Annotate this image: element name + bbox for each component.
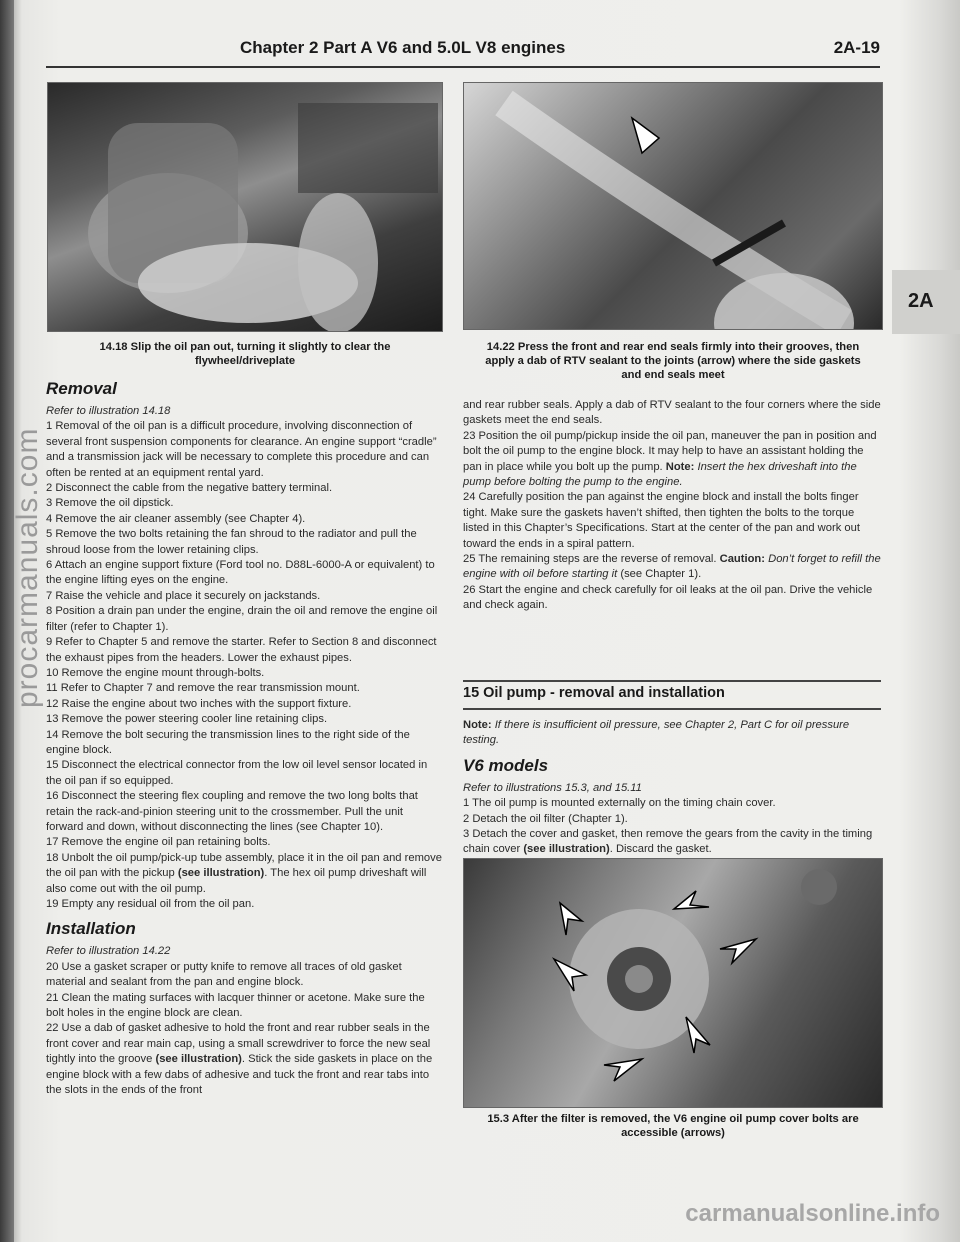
- removal-step-9: 9 Refer to Chapter 5 and remove the starter. Refer to Section 8 and disconnect the exhaust pipes from the headers. Lower the exhaust pipes.: [46, 636, 437, 664]
- left-column: [46, 372, 442, 1098]
- removal-step-14: 14 Remove the bolt securing the transmission lines to the right side of the engine block.: [46, 728, 410, 756]
- removal-step-12: 12 Raise the engine about two inches with the support fixture.: [46, 697, 352, 710]
- removal-step-16: 16 Disconnect the steering flex coupling and remove the two long bolts that retain the rack-and-pinion steering unit to the crossmember. Pull the unit forward and down, without disconnecting the lines (see Chapter 10).: [46, 790, 418, 833]
- section-15-heading: 15 Oil pump - removal and installation: [463, 685, 725, 701]
- photo-oil-pump-cover: [463, 858, 883, 1108]
- removal-step-3: 3 Remove the oil dipstick.: [46, 497, 174, 510]
- removal-step-19: 19 Empty any residual oil from the oil pan.: [46, 898, 255, 910]
- install-step-24: 24 Carefully position the pan against the engine block and install the bolts finger tight. Make sure the gaskets haven’t shifted, then tighten the bolts to the torque listed in this Chapter’s Specifications. Start at the center of the pan and work out toward the ends in a spiral pattern.: [463, 491, 860, 550]
- oil-pressure-note: Note: If there is insufficient oil pressure, see Chapter 2, Part C for oil pressure testing.: [463, 719, 850, 747]
- section-rule-top: [463, 680, 881, 682]
- page-number: 2A-19: [833, 38, 880, 57]
- section-15-body: [463, 718, 881, 858]
- removal-step-17: 17 Remove the engine oil pan retaining bolts.: [46, 836, 271, 849]
- photo-1418-caption: 14.18 Slip the oil pan out, turning it slightly to clear the flywheel/driveplate: [99, 341, 391, 367]
- installation-heading: Installation: [46, 919, 136, 939]
- removal-step-5: 5 Remove the two bolts retaining the fan shroud to the radiator and pull the shroud loose from the lower retaining clips.: [46, 528, 417, 556]
- arrow-icon: [632, 118, 659, 153]
- removal-step-10: 10 Remove the engine mount through-bolts.: [46, 666, 265, 679]
- side-watermark: procarmanuals.com: [11, 427, 44, 708]
- install-step-21: 21 Clean the mating surfaces with lacquer thinner or acetone. Make sure the bolt holes in the engine block are clean.: [46, 991, 425, 1020]
- installation-ref: Refer to illustration 14.22: [46, 945, 171, 958]
- install-step-26: 26 Start the engine and check carefully for oil leaks at the oil pan. Drive the vehicle and check again.: [463, 583, 873, 612]
- v6-step-3: 3 Detach the cover and gasket, then remove the gears from the cavity in the timing chain cover (see illustration). Discard the gasket.: [463, 828, 873, 856]
- arrow-icon: [560, 903, 582, 935]
- arrow-icon: [686, 1017, 710, 1053]
- v6-step-2: 2 Detach the oil filter (Chapter 1).: [463, 812, 628, 825]
- removal-step-8: 8 Position a drain pan under the engine, drain the oil and remove the engine oil filter (refer to Chapter 1).: [46, 605, 438, 633]
- install-step-20: 20 Use a gasket scraper or putty knife to remove all traces of old gasket material and sealant from the pan and engine block.: [46, 960, 402, 989]
- removal-step-15: 15 Disconnect the electrical connector from the low oil level sensor located in the oil pan if so equipped.: [46, 759, 428, 787]
- v6-step-1: 1 The oil pump is mounted externally on the timing chain cover.: [463, 797, 776, 810]
- photo-1422-caption: 14.22 Press the front and rear end seals firmly into their grooves, then apply a dab of RTV sealant to the joints (arrow) where the side gaskets and end seals meet: [485, 341, 861, 381]
- arrow-icon: [674, 891, 709, 909]
- install-step-23: 23 Position the oil pump/pickup inside the oil pan, maneuver the pan in position and bolt the oil pump to the engine block. It may help to have an assistant holding the pan in place while you bolt up the pump. Note: Insert the hex driveshaft into the pump before bolting the pump to the engine.: [463, 429, 877, 489]
- section-rule-bottom: [463, 708, 881, 710]
- footer-watermark: carmanualsonline.info: [685, 1200, 940, 1227]
- v6-models-ref: Refer to illustrations 15.3, and 15.11: [463, 781, 642, 794]
- header-rule: [46, 66, 880, 68]
- section-tab-2a: [892, 270, 960, 334]
- photo-end-seals: [463, 82, 883, 330]
- v6-models-heading: V6 models: [463, 755, 549, 775]
- removal-heading: Removal: [46, 379, 117, 398]
- section-tab-label: 2A: [908, 290, 934, 312]
- install-step-22: 22 Use a dab of gasket adhesive to hold the front and rear rubber seals in the front cover and rear main cap, using a small screwdriver to force the new seal tightly into the groove (see illustration). Stick the side gaskets in place on the engine block with a few dabs of adhesive and tuck the front and rear tabs into the slots in the ends of the front: [46, 1022, 433, 1097]
- photo-oil-pump-illustration: [464, 859, 882, 1107]
- photo-oil-pan-illustration: [48, 83, 442, 331]
- arrow-icon: [720, 939, 756, 963]
- photo-oil-pan-removal: [47, 82, 443, 332]
- right-column: [463, 398, 881, 614]
- page-header: [240, 38, 880, 68]
- chapter-title: Chapter 2 Part A V6 and 5.0L V8 engines: [240, 38, 566, 57]
- arrow-icon: [604, 1059, 642, 1081]
- removal-step-7: 7 Raise the vehicle and place it securely on jackstands.: [46, 589, 321, 602]
- removal-step-11: 11 Refer to Chapter 7 and remove the rear transmission mount.: [46, 682, 360, 695]
- removal-step-4: 4 Remove the air cleaner assembly (see Chapter 4).: [46, 512, 306, 525]
- removal-step-2: 2 Disconnect the cable from the negative battery terminal.: [46, 482, 333, 495]
- removal-step-13: 13 Remove the power steering cooler line retaining clips.: [46, 713, 328, 726]
- install-step-25: 25 The remaining steps are the reverse of removal. Caution: Don’t forget to refill the engine with oil before starting it (see Chapter 1).: [463, 553, 881, 581]
- removal-step-18: 18 Unbolt the oil pump/pick-up tube assembly, place it in the oil pan and remove the oil pan with the pickup (see illustration). The hex oil pump driveshaft will also come out with the oil pump.: [46, 851, 442, 895]
- removal-step-6: 6 Attach an engine support fixture (Ford tool no. D88L-6000-A or equivalent) to the engine lifting eyes on the engine.: [46, 559, 435, 587]
- removal-ref: Refer to illustration 14.18: [46, 405, 171, 417]
- removal-step-1: 1 Removal of the oil pan is a difficult procedure, involving disconnection of several front suspension components for clearance. An engine support “cradle” and a transmission jack will be necessary to complete this procedure and can often be rented at an equipment rental yard.: [46, 420, 437, 479]
- photo-end-seals-illustration: [464, 83, 882, 329]
- install-continued: and rear rubber seals. Apply a dab of RTV sealant to the four corners where the side gaskets meet the end seals.: [463, 399, 881, 427]
- photo-153-caption: 15.3 After the filter is removed, the V6 engine oil pump cover bolts are accessible (arrows): [487, 1113, 859, 1139]
- removal-steps-list: [46, 419, 442, 850]
